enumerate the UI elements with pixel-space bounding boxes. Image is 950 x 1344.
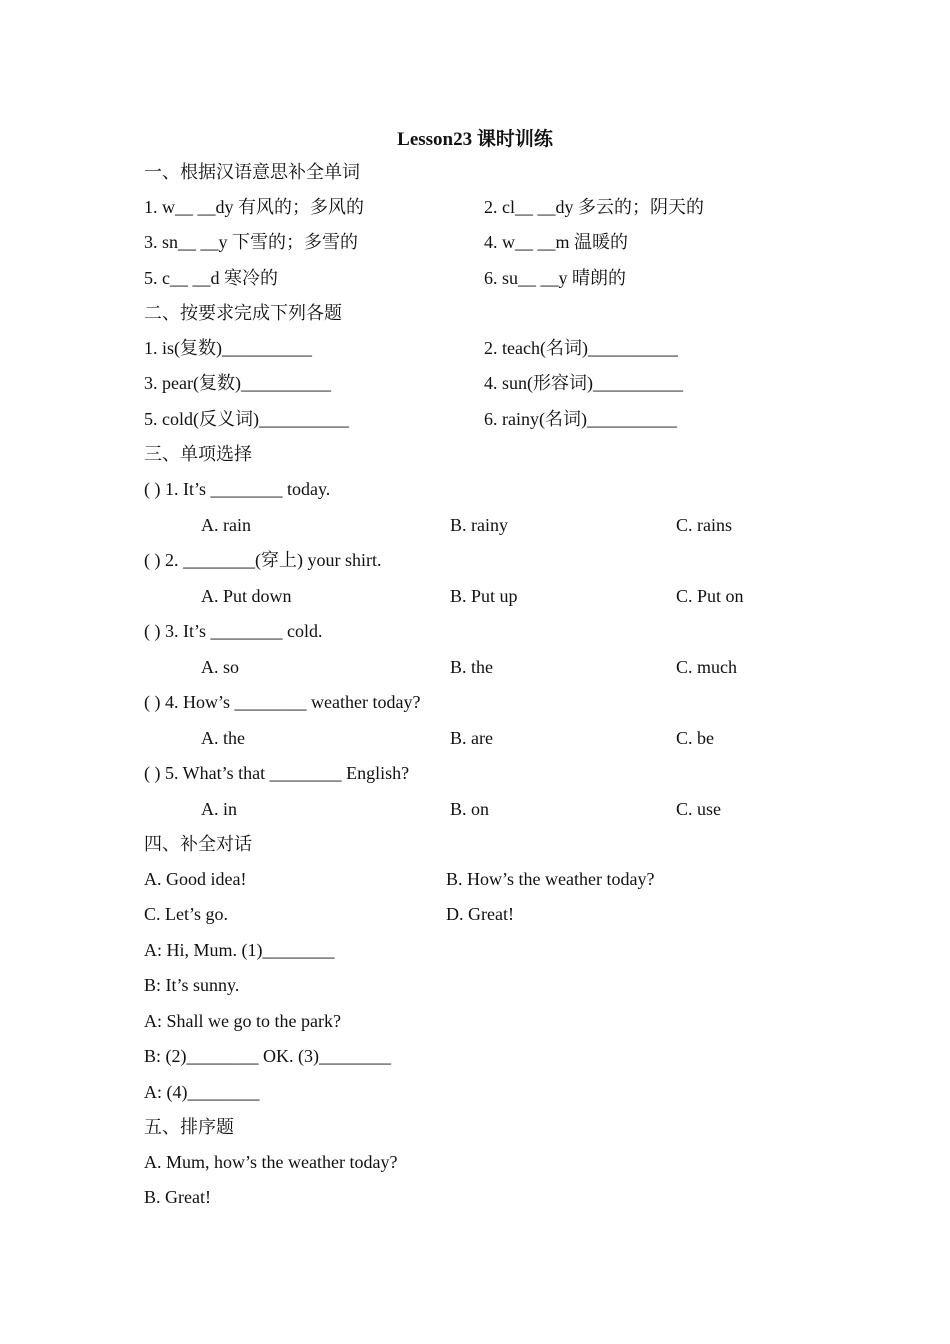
option-c: C. rains (676, 515, 732, 535)
list-item: 5. c__ __d 寒冷的 (144, 268, 278, 288)
option-b: B. the (450, 657, 493, 677)
dialogue-option: D. Great! (446, 904, 514, 924)
dialogue-option: C. Let’s go. (144, 904, 228, 924)
section-heading-5: 五、排序题 (144, 1117, 234, 1137)
section-heading-4: 四、补全对话 (144, 834, 252, 854)
option-a: A. the (201, 728, 245, 748)
section-heading-3: 三、单项选择 (144, 444, 252, 464)
page-title: Lesson23 课时训练 (397, 129, 553, 150)
list-item: 3. pear(复数)__________ (144, 373, 331, 393)
dialogue-line: B: (2)________ OK. (3)________ (144, 1046, 391, 1066)
dialogue-line: A: (4)________ (144, 1082, 260, 1102)
list-item: 6. su__ __y 晴朗的 (484, 268, 627, 288)
list-item: 4. w__ __m 温暖的 (484, 232, 628, 252)
section-heading-1: 一、根据汉语意思补全单词 (144, 162, 360, 182)
question-stem: ( ) 4. How’s ________ weather today? (144, 692, 421, 712)
option-c: C. use (676, 799, 721, 819)
dialogue-line: B: It’s sunny. (144, 975, 240, 995)
option-c: C. be (676, 728, 714, 748)
dialogue-line: A: Hi, Mum. (1)________ (144, 940, 335, 960)
option-b: B. Put up (450, 586, 518, 606)
list-item: 2. cl__ __dy 多云的；阴天的 (484, 197, 704, 217)
option-b: B. are (450, 728, 493, 748)
option-c: C. much (676, 657, 737, 677)
dialogue-option: A. Good idea! (144, 869, 247, 889)
list-item: 4. sun(形容词)__________ (484, 373, 683, 393)
option-c: C. Put on (676, 586, 744, 606)
list-item: 1. w__ __dy 有风的；多风的 (144, 197, 364, 217)
option-b: B. rainy (450, 515, 508, 535)
question-stem: ( ) 3. It’s ________ cold. (144, 621, 323, 641)
option-a: A. rain (201, 515, 251, 535)
list-item: 6. rainy(名词)__________ (484, 409, 677, 429)
question-stem: ( ) 1. It’s ________ today. (144, 479, 331, 499)
question-stem: ( ) 5. What’s that ________ English? (144, 763, 410, 783)
list-item: A. Mum, how’s the weather today? (144, 1152, 398, 1172)
option-b: B. on (450, 799, 490, 819)
dialogue-option: B. How’s the weather today? (446, 869, 655, 889)
option-a: A. Put down (201, 586, 292, 606)
list-item: 5. cold(反义词)__________ (144, 409, 349, 429)
list-item: B. Great! (144, 1187, 211, 1207)
list-item: 3. sn__ __y 下雪的；多雪的 (144, 232, 359, 252)
section-heading-2: 二、按要求完成下列各题 (144, 303, 342, 323)
list-item: 1. is(复数)__________ (144, 338, 312, 358)
dialogue-line: A: Shall we go to the park? (144, 1011, 341, 1031)
option-a: A. so (201, 657, 240, 677)
list-item: 2. teach(名词)__________ (484, 338, 678, 358)
option-a: A. in (201, 799, 237, 819)
question-stem: ( ) 2. ________(穿上) your shirt. (144, 550, 382, 570)
